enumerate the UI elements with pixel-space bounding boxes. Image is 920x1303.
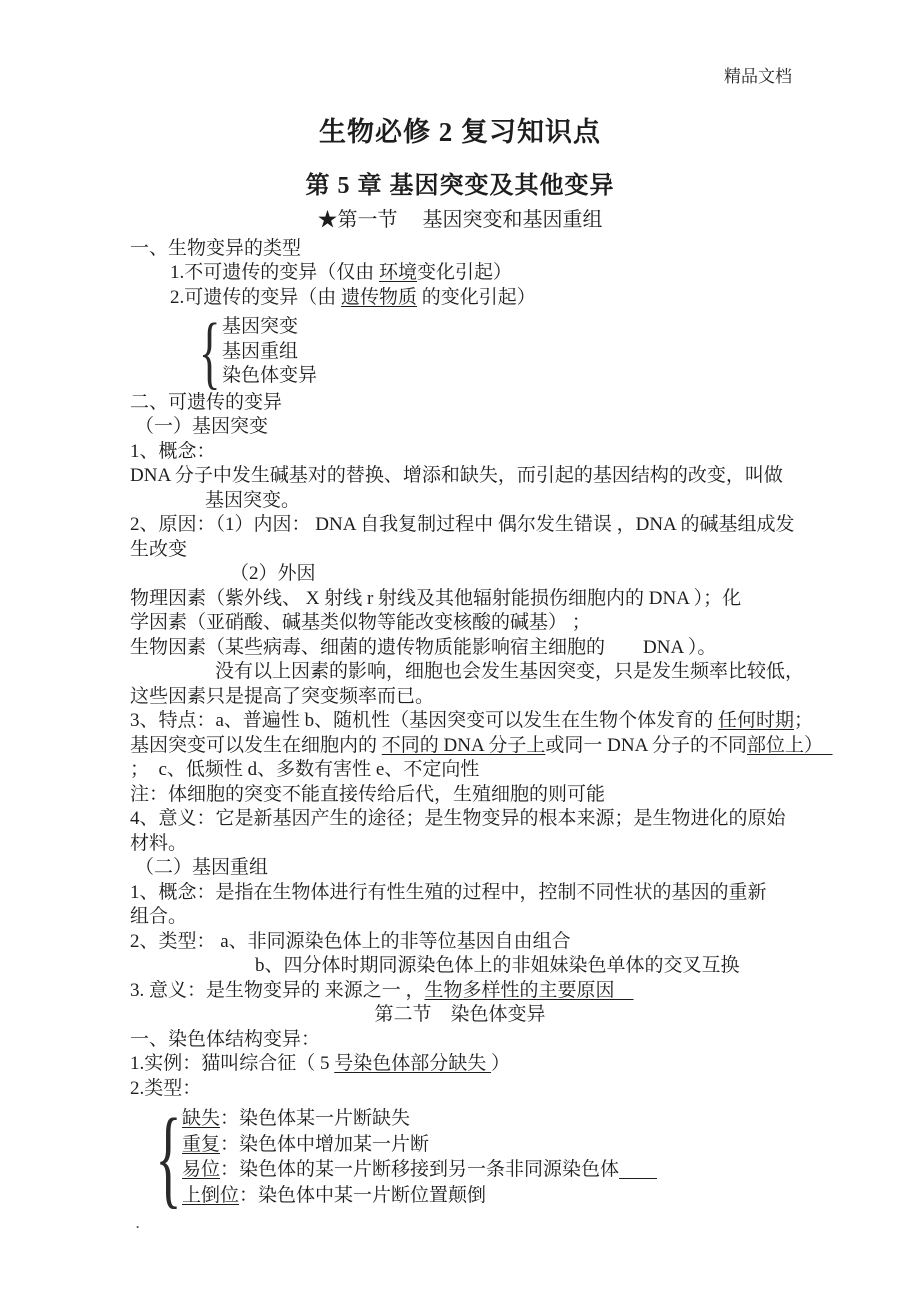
text-segment: 1.不可遗传的变异（仅由 [170,262,380,283]
text-line [130,315,880,340]
text-line [130,758,880,783]
text-line [130,832,880,857]
watermark: 精品文档 [724,67,792,86]
document-title: 生物必修 2 复习知识点 [319,117,601,147]
text-line [130,1077,880,1102]
text-segment: 基因重组 [222,340,299,362]
text-segment: 3、特点：a、普遍性 b、随机性（基因突变可以发生在生物个体发育的 [130,710,718,731]
curly-brace-icon: { [198,305,221,397]
blank-fill-underline: 上倒位 [182,1184,240,1206]
text-line [130,930,880,955]
blank-fill-underline: 重复 [182,1133,221,1155]
blank-fill-underline: 生物多样性的主要原因 [424,979,634,1001]
text-line [130,660,880,685]
text-segment: 这些因素只是提高了突变频率而已。 [130,685,435,707]
text-line [130,464,880,489]
blank-fill-underline: 遗传物质 [341,286,418,308]
text-line [130,440,880,465]
text-line [130,734,880,759]
text-line [130,685,880,710]
text-segment: 二、可遗传的变异 [130,391,283,413]
page-artifact-dot: . [136,1216,140,1231]
text-line [130,1183,880,1209]
text-segment: 变化引起） [417,262,513,283]
text-segment: 一、生物变异的类型 [130,237,302,259]
chapter-title: 第 5 章 基因突变及其他变异 [305,173,615,199]
text-line [130,513,880,538]
text-line [130,636,880,661]
curly-brace-icon: { [155,1096,182,1218]
text-segment: b、四分体时期同源染色体上的非姐妹染色单体的交叉互换 [255,955,740,976]
blank-fill-underline: 易位 [182,1159,221,1180]
text-segment: 基因突变 [222,316,299,337]
section-2-heading [0,1003,920,1028]
brace-list [130,1096,880,1218]
text-segment: 2.可遗传的变异（由 [170,286,342,308]
text-segment: 4、意义：它是新基因产生的途径；是生物变异的根本来源；是生物进化的原始 [130,808,786,829]
text-segment: ：染色体中某一片断位置颠倒 [239,1184,487,1206]
text-segment: 基因突变。 [205,489,301,511]
blank-fill-underline: 环境 [379,262,418,283]
text-line [130,709,880,734]
heading-heritable-variation [130,391,880,416]
text-segment: 2、原因：（1）内因： DNA 自我复制过程中 偶尔发生错误 ，DNA 的碱基组成发 [130,514,795,535]
blank-fill-underline: 部位上） [747,734,833,756]
blank-fill-underline: 缺失 [182,1108,221,1129]
text-segment: 材料。 [130,832,188,854]
text-line [130,489,880,514]
text-segment: ：染色体的某一片断移接到另一条非同源染色体 [220,1159,620,1180]
text-line [130,415,880,440]
text-segment: 物理因素（紫外线、 X 射线 r 射线及其他辐射能损伤细胞内的 DNA ）；化 [130,587,742,609]
text-segment: ：染色体中增加某一片断 [220,1133,430,1155]
text-segment: ） [491,1053,511,1074]
text-segment: （一）基因突变 [135,416,269,437]
text-segment: 第二节 染色体变异 [374,1004,546,1025]
text-segment: ； [793,710,813,731]
brace-list [130,305,880,397]
text-segment: DNA 分子中发生碱基对的替换、增添和缺失，而引起的基因结构的改变，叫做 [130,465,783,486]
blank-fill-underline: 不同的 DNA 分子上 [381,734,546,756]
text-line [130,1132,880,1158]
section-1-heading [0,208,920,233]
text-line [130,881,880,906]
text-segment: 学因素（亚硝酸、碱基类似物等能改变核酸的碱基） ； [130,612,591,633]
text-segment: 2、类型： a、非同源染色体上的非等位基因自由组合 [130,930,571,952]
text-segment: 生改变 [130,538,188,560]
text-segment: 生物因素（某些病毒、细菌的遗传物质能影响宿主细胞的 DNA ）。 [130,636,717,658]
text-segment: ：染色体某一片断缺失 [220,1108,411,1129]
text-line [130,364,880,389]
text-segment: 注：体细胞的突变不能直接传给后代，生殖细胞的则可能 [130,783,606,805]
text-segment: 组合。 [130,906,188,927]
text-line [130,954,880,979]
text-line [130,1052,880,1077]
text-line [130,562,880,587]
blank-fill-underline: 号染色体部分缺失 [334,1053,492,1074]
text-line [130,261,880,286]
text-line [130,611,880,636]
blank-fill-underline: 任何时期 [717,710,794,731]
text-line [130,783,880,808]
text-segment: 的变化引起） [417,286,536,308]
text-segment: 3. 意义：是生物变异的 来源之一 ， [130,979,425,1001]
text-line [130,856,880,881]
text-segment: （2）外因 [230,563,316,584]
text-line [130,286,880,311]
text-line [130,905,880,930]
text-line [130,587,880,612]
text-segment: ； c、低频性 d、多数有害性 e、不定向性 [130,759,480,780]
text-segment: （二）基因重组 [135,857,269,878]
text-segment: 或同一 DNA 分子的不同 [545,734,748,756]
text-segment: 1.实例：猫叫综合征（ 5 [130,1053,335,1074]
text-segment: 基因突变可以发生在细胞内的 [130,734,382,756]
text-segment: 1、概念：是指在生物体进行有性生殖的过程中，控制不同性状的基因的重新 [130,881,767,903]
text-line [130,340,880,365]
text-segment: 染色体变异 [222,365,318,386]
text-segment: 1、概念： [130,440,216,462]
text-segment: ★第一节 基因突变和基因重组 [317,209,603,231]
text-line [130,979,880,1004]
heading-chromosome-structure [130,1028,880,1053]
text-segment: 2.类型： [130,1077,202,1099]
heading-variation-types [130,237,880,262]
text-segment: 一、染色体结构变异： [130,1028,321,1050]
text-line [130,807,880,832]
text-line [130,1157,880,1183]
text-line [130,538,880,563]
text-line [130,1106,880,1132]
blank-fill-underline [619,1159,657,1180]
text-segment: 没有以上因素的影响，细胞也会发生基因突变，只是发生频率比较低， [215,661,805,682]
document-body [0,208,920,1218]
